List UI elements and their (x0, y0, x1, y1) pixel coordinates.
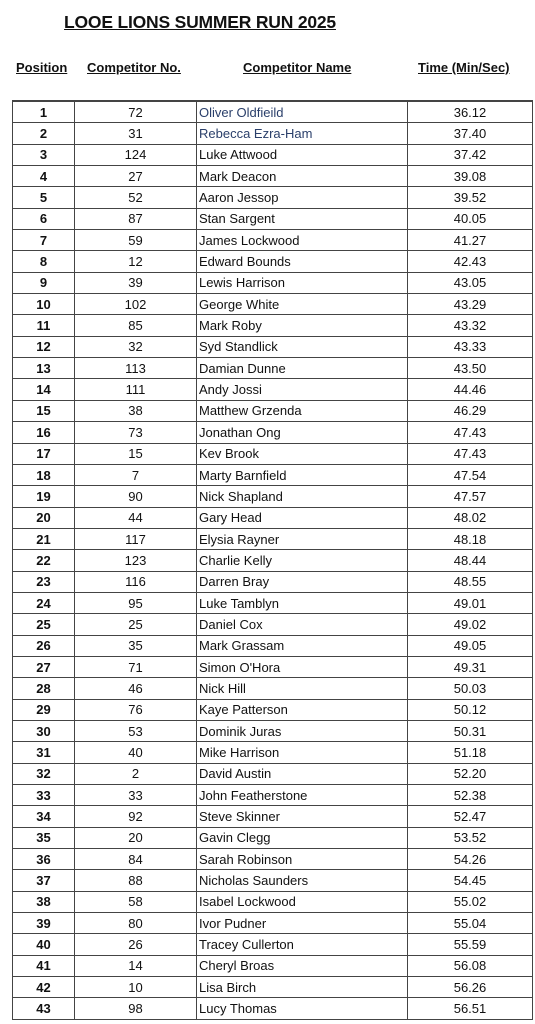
page-title: LOOE LIONS SUMMER RUN 2025 (64, 12, 336, 32)
position-cell: 13 (13, 358, 75, 379)
competitor-number-cell: 35 (75, 635, 197, 656)
position-cell: 16 (13, 422, 75, 443)
table-row (13, 208, 533, 229)
time-cell: 36.12 (408, 102, 533, 123)
time-cell: 55.04 (408, 913, 533, 934)
position-cell: 25 (13, 614, 75, 635)
time-cell: 52.20 (408, 763, 533, 784)
position-cell: 11 (13, 315, 75, 336)
position-cell: 9 (13, 272, 75, 293)
time-cell: 56.08 (408, 955, 533, 976)
competitor-name-cell: James Lockwood (197, 230, 408, 251)
position-cell: 10 (13, 294, 75, 315)
time-cell: 47.54 (408, 464, 533, 485)
competitor-number-cell: 39 (75, 272, 197, 293)
position-cell: 5 (13, 187, 75, 208)
competitor-number-cell: 2 (75, 763, 197, 784)
competitor-number-cell: 113 (75, 358, 197, 379)
competitor-name-cell: Kev Brook (197, 443, 408, 464)
table-row (13, 294, 533, 315)
competitor-name-cell: Mark Grassam (197, 635, 408, 656)
time-cell: 39.52 (408, 187, 533, 208)
table-row (13, 528, 533, 549)
competitor-name-cell: Nick Shapland (197, 486, 408, 507)
competitor-number-cell: 90 (75, 486, 197, 507)
time-cell: 46.29 (408, 400, 533, 421)
time-cell: 55.02 (408, 891, 533, 912)
time-cell: 56.51 (408, 998, 533, 1019)
time-cell: 52.38 (408, 785, 533, 806)
position-cell: 42 (13, 977, 75, 998)
table-row (13, 443, 533, 464)
time-cell: 37.40 (408, 123, 533, 144)
competitor-number-cell: 7 (75, 464, 197, 485)
position-cell: 32 (13, 763, 75, 784)
column-header-position: Position (16, 60, 68, 75)
table-row (13, 635, 533, 656)
time-cell: 39.08 (408, 166, 533, 187)
time-cell: 51.18 (408, 742, 533, 763)
position-cell: 39 (13, 913, 75, 934)
position-cell: 3 (13, 144, 75, 165)
table-row (13, 678, 533, 699)
competitor-number-cell: 53 (75, 720, 197, 741)
competitor-name-cell: Lucy Thomas (197, 998, 408, 1019)
table-row (13, 913, 533, 934)
competitor-name-cell: Ivor Pudner (197, 913, 408, 934)
position-cell: 33 (13, 785, 75, 806)
time-cell: 50.03 (408, 678, 533, 699)
competitor-name-cell: Marty Barnfield (197, 464, 408, 485)
table-row (13, 358, 533, 379)
table-row (13, 763, 533, 784)
position-cell: 31 (13, 742, 75, 763)
position-cell: 27 (13, 656, 75, 677)
time-cell: 54.45 (408, 870, 533, 891)
competitor-name-cell: Nicholas Saunders (197, 870, 408, 891)
position-cell: 17 (13, 443, 75, 464)
position-cell: 12 (13, 336, 75, 357)
competitor-number-cell: 32 (75, 336, 197, 357)
time-cell: 50.12 (408, 699, 533, 720)
competitor-number-cell: 84 (75, 849, 197, 870)
position-cell: 7 (13, 230, 75, 251)
competitor-number-cell: 44 (75, 507, 197, 528)
position-cell: 14 (13, 379, 75, 400)
competitor-name-cell: Luke Tamblyn (197, 592, 408, 613)
table-row (13, 336, 533, 357)
time-cell: 52.47 (408, 806, 533, 827)
competitor-name-cell: Rebecca Ezra-Ham (197, 123, 408, 144)
time-cell: 44.46 (408, 379, 533, 400)
position-cell: 24 (13, 592, 75, 613)
competitor-name-cell: Darren Bray (197, 571, 408, 592)
time-cell: 47.57 (408, 486, 533, 507)
time-cell: 48.55 (408, 571, 533, 592)
time-cell: 53.52 (408, 827, 533, 848)
table-row (13, 272, 533, 293)
position-cell: 8 (13, 251, 75, 272)
competitor-number-cell: 88 (75, 870, 197, 891)
position-cell: 37 (13, 870, 75, 891)
table-row (13, 123, 533, 144)
competitor-number-cell: 46 (75, 678, 197, 699)
position-cell: 2 (13, 123, 75, 144)
competitor-number-cell: 26 (75, 934, 197, 955)
competitor-name-cell: Stan Sargent (197, 208, 408, 229)
competitor-name-cell: Cheryl Broas (197, 955, 408, 976)
position-cell: 36 (13, 849, 75, 870)
position-cell: 29 (13, 699, 75, 720)
competitor-number-cell: 40 (75, 742, 197, 763)
table-row (13, 849, 533, 870)
competitor-number-cell: 87 (75, 208, 197, 229)
table-row (13, 998, 533, 1019)
results-table-body (13, 101, 533, 1020)
competitor-name-cell: Mark Roby (197, 315, 408, 336)
competitor-name-cell: Steve Skinner (197, 806, 408, 827)
position-cell: 26 (13, 635, 75, 656)
time-cell: 48.02 (408, 507, 533, 528)
table-row (13, 827, 533, 848)
table-row (13, 656, 533, 677)
competitor-name-cell: Dominik Juras (197, 720, 408, 741)
table-row (13, 102, 533, 123)
table-row (13, 785, 533, 806)
competitor-number-cell: 12 (75, 251, 197, 272)
time-cell: 37.42 (408, 144, 533, 165)
table-row (13, 571, 533, 592)
table-row (13, 870, 533, 891)
position-cell: 20 (13, 507, 75, 528)
column-header-competitor-name: Competitor Name (243, 60, 352, 75)
position-cell: 34 (13, 806, 75, 827)
time-cell: 49.31 (408, 656, 533, 677)
table-row (13, 400, 533, 421)
table-row (13, 592, 533, 613)
time-cell: 42.43 (408, 251, 533, 272)
table-row (13, 251, 533, 272)
competitor-number-cell: 38 (75, 400, 197, 421)
table-row (13, 144, 533, 165)
competitor-name-cell: Aaron Jessop (197, 187, 408, 208)
competitor-number-cell: 58 (75, 891, 197, 912)
competitor-number-cell: 10 (75, 977, 197, 998)
competitor-name-cell: Daniel Cox (197, 614, 408, 635)
time-cell: 41.27 (408, 230, 533, 251)
competitor-name-cell: Tracey Cullerton (197, 934, 408, 955)
competitor-name-cell: Lisa Birch (197, 977, 408, 998)
time-cell: 56.26 (408, 977, 533, 998)
table-row (13, 422, 533, 443)
position-cell: 19 (13, 486, 75, 507)
position-cell: 18 (13, 464, 75, 485)
table-row (13, 720, 533, 741)
table-row (13, 315, 533, 336)
competitor-name-cell: Gavin Clegg (197, 827, 408, 848)
time-cell: 43.50 (408, 358, 533, 379)
time-cell: 47.43 (408, 422, 533, 443)
table-row (13, 977, 533, 998)
position-cell: 22 (13, 550, 75, 571)
time-cell: 40.05 (408, 208, 533, 229)
competitor-number-cell: 98 (75, 998, 197, 1019)
time-cell: 49.05 (408, 635, 533, 656)
time-cell: 43.33 (408, 336, 533, 357)
competitor-name-cell: Oliver Oldfieild (197, 102, 408, 123)
table-row (13, 699, 533, 720)
competitor-name-cell: Isabel Lockwood (197, 891, 408, 912)
competitor-number-cell: 117 (75, 528, 197, 549)
time-cell: 55.59 (408, 934, 533, 955)
table-row (13, 230, 533, 251)
competitor-number-cell: 102 (75, 294, 197, 315)
competitor-number-cell: 33 (75, 785, 197, 806)
position-cell: 21 (13, 528, 75, 549)
competitor-number-cell: 123 (75, 550, 197, 571)
table-row (13, 550, 533, 571)
competitor-number-cell: 76 (75, 699, 197, 720)
competitor-name-cell: George White (197, 294, 408, 315)
time-cell: 49.01 (408, 592, 533, 613)
time-cell: 48.18 (408, 528, 533, 549)
competitor-name-cell: Sarah Robinson (197, 849, 408, 870)
competitor-number-cell: 14 (75, 955, 197, 976)
competitor-number-cell: 92 (75, 806, 197, 827)
table-row (13, 742, 533, 763)
position-cell: 43 (13, 998, 75, 1019)
competitor-name-cell: Matthew Grzenda (197, 400, 408, 421)
competitor-name-cell: Mike Harrison (197, 742, 408, 763)
competitor-number-cell: 71 (75, 656, 197, 677)
time-cell: 49.02 (408, 614, 533, 635)
competitor-name-cell: John Featherstone (197, 785, 408, 806)
position-cell: 15 (13, 400, 75, 421)
time-cell: 54.26 (408, 849, 533, 870)
table-row (13, 379, 533, 400)
time-cell: 43.29 (408, 294, 533, 315)
competitor-name-cell: Elysia Rayner (197, 528, 408, 549)
table-row (13, 166, 533, 187)
competitor-number-cell: 111 (75, 379, 197, 400)
competitor-number-cell: 59 (75, 230, 197, 251)
competitor-name-cell: Andy Jossi (197, 379, 408, 400)
competitor-number-cell: 15 (75, 443, 197, 464)
competitor-name-cell: Charlie Kelly (197, 550, 408, 571)
competitor-number-cell: 25 (75, 614, 197, 635)
table-row (13, 486, 533, 507)
position-cell: 30 (13, 720, 75, 741)
time-cell: 48.44 (408, 550, 533, 571)
time-cell: 43.05 (408, 272, 533, 293)
time-cell: 50.31 (408, 720, 533, 741)
time-cell: 47.43 (408, 443, 533, 464)
position-cell: 4 (13, 166, 75, 187)
table-row (13, 806, 533, 827)
position-cell: 6 (13, 208, 75, 229)
competitor-name-cell: Luke Attwood (197, 144, 408, 165)
competitor-name-cell: Syd Standlick (197, 336, 408, 357)
competitor-number-cell: 73 (75, 422, 197, 443)
competitor-name-cell: Lewis Harrison (197, 272, 408, 293)
table-row (13, 891, 533, 912)
competitor-number-cell: 27 (75, 166, 197, 187)
competitor-name-cell: Damian Dunne (197, 358, 408, 379)
results-table (12, 100, 533, 1020)
competitor-name-cell: Simon O'Hora (197, 656, 408, 677)
competitor-number-cell: 85 (75, 315, 197, 336)
column-header-competitor-no: Competitor No. (87, 60, 181, 75)
time-cell: 43.32 (408, 315, 533, 336)
position-cell: 41 (13, 955, 75, 976)
position-cell: 28 (13, 678, 75, 699)
competitor-name-cell: Edward Bounds (197, 251, 408, 272)
position-cell: 23 (13, 571, 75, 592)
table-row (13, 934, 533, 955)
table-row (13, 507, 533, 528)
competitor-number-cell: 80 (75, 913, 197, 934)
competitor-name-cell: Gary Head (197, 507, 408, 528)
competitor-number-cell: 116 (75, 571, 197, 592)
table-row (13, 464, 533, 485)
competitor-number-cell: 31 (75, 123, 197, 144)
position-cell: 40 (13, 934, 75, 955)
position-cell: 38 (13, 891, 75, 912)
competitor-number-cell: 52 (75, 187, 197, 208)
competitor-name-cell: Nick Hill (197, 678, 408, 699)
table-row (13, 955, 533, 976)
position-cell: 1 (13, 102, 75, 123)
competitor-number-cell: 72 (75, 102, 197, 123)
competitor-name-cell: David Austin (197, 763, 408, 784)
column-header-time: Time (Min/Sec) (418, 60, 510, 75)
competitor-name-cell: Mark Deacon (197, 166, 408, 187)
position-cell: 35 (13, 827, 75, 848)
competitor-number-cell: 20 (75, 827, 197, 848)
competitor-number-cell: 124 (75, 144, 197, 165)
competitor-name-cell: Kaye Patterson (197, 699, 408, 720)
table-row (13, 614, 533, 635)
competitor-name-cell: Jonathan Ong (197, 422, 408, 443)
table-row (13, 187, 533, 208)
competitor-number-cell: 95 (75, 592, 197, 613)
